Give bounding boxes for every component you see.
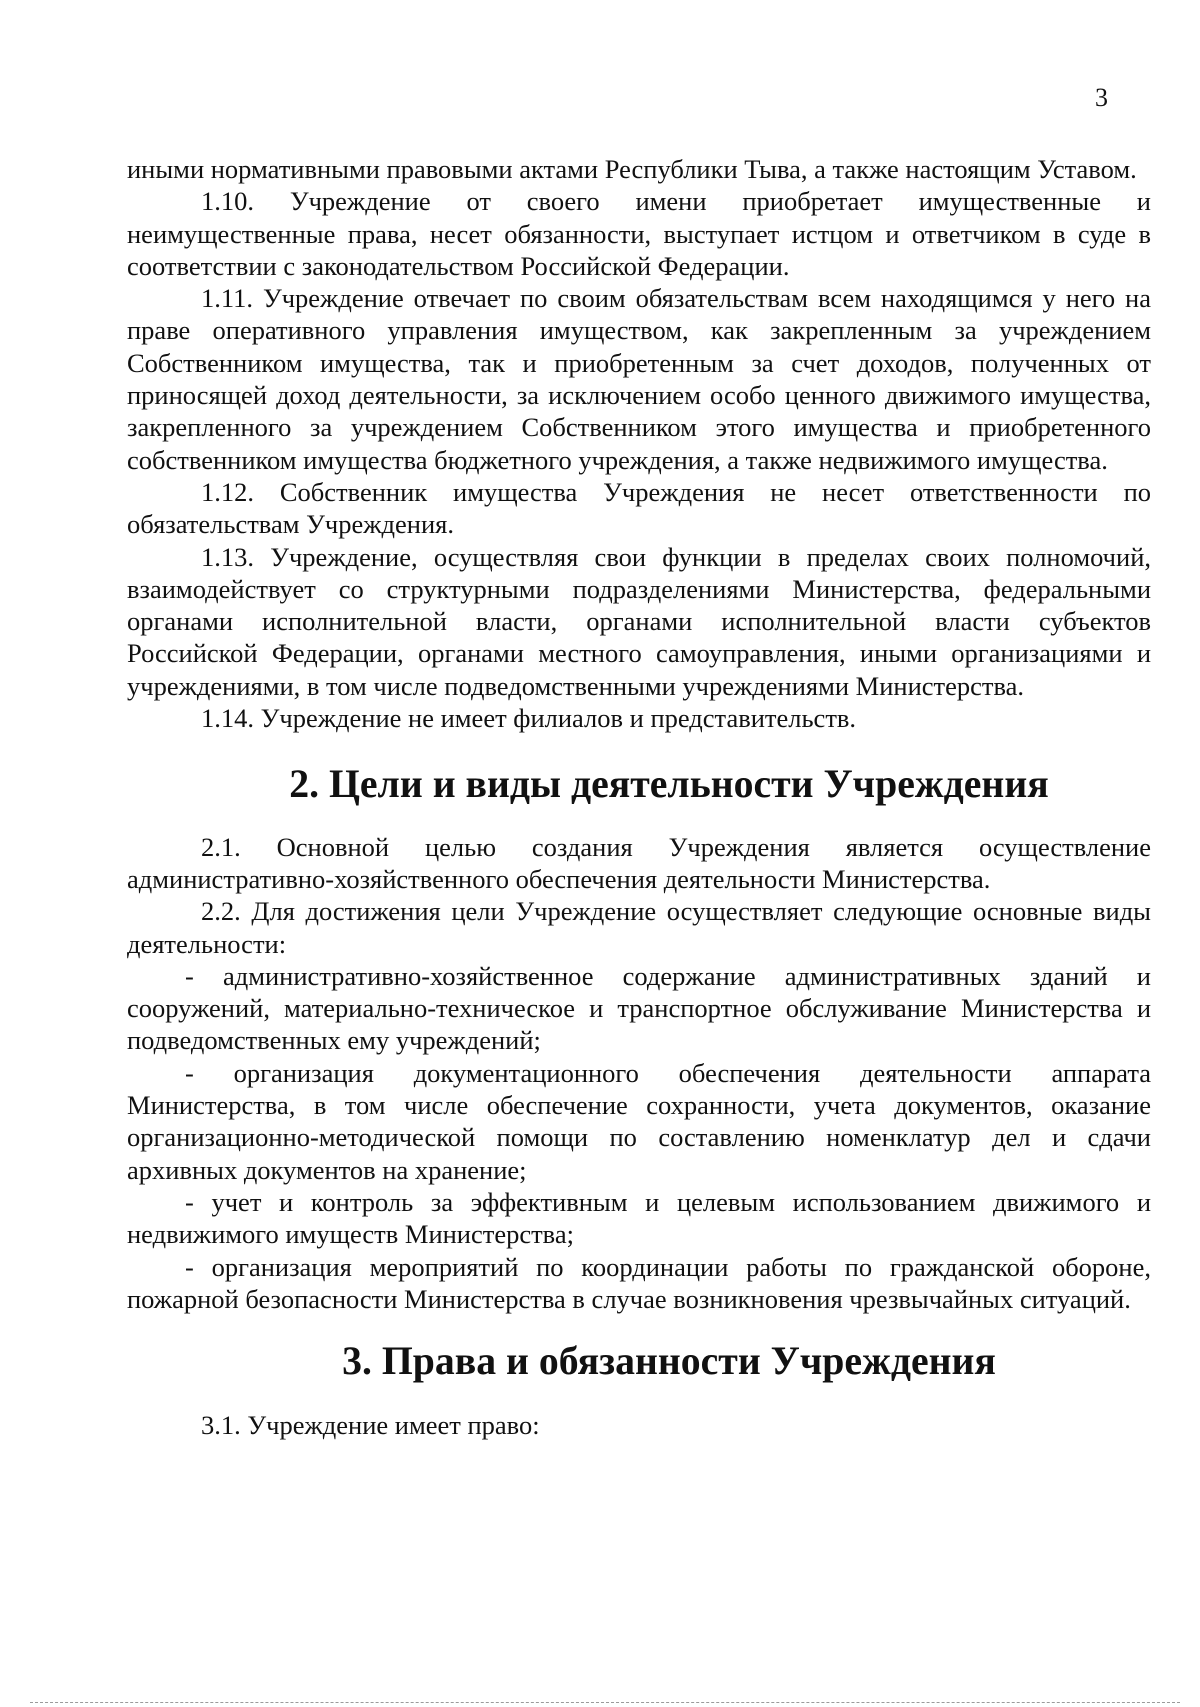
list-item: - организация мероприятий по координации работы по гражданской обороне, пожарной безопасности Министерства в случае возникновения чрезвычайных ситуаций. xyxy=(127,1251,1151,1314)
list-item: - административно-хозяйственное содержание административных зданий и сооружений, материально-техническое и транспортное обслуживание Министерства и подведомственных ему учреждений; xyxy=(127,960,1151,1056)
paragraph-continuation: иными нормативными правовыми актами Республики Тыва, а также настоящим Уставом. xyxy=(127,154,1137,184)
paragraph-1-12: 1.12. Собственник имущества Учреждения не несет ответственности по обязательствам Учреждения. xyxy=(127,476,1151,540)
list-item: - учет и контроль за эффективным и целевым использованием движимого и недвижимого имуществ Министерства; xyxy=(127,1186,1151,1250)
paragraph-1-14: 1.14. Учреждение не имеет филиалов и представительств. xyxy=(201,703,857,734)
paragraph-2-2: 2.2. Для достижения цели Учреждение осуществляет следующие основные виды деятельности: xyxy=(127,896,1151,959)
list-item: - организация документационного обеспечения деятельности аппарата Министерства, в том числе обеспечение сохранности, учета документов, оказание организационно-методической помощи по составлению номенклатур дел и сдачи архивных документов на хранение; xyxy=(127,1057,1151,1185)
scan-edge-line xyxy=(30,1702,1180,1703)
page-number: 3 xyxy=(1095,83,1108,112)
document-body xyxy=(127,153,1151,1442)
paragraph-1-13: 1.13. Учреждение, осуществляя свои функции в пределах своих полномочий, взаимодействует со структурными подразделениями Министерства, федеральными органами исполнительной власти, органами исполнительной власти субъектов Российской Федерации, органами местного самоуправления, иными организациями и учреждениями, в том числе подведомственными учреждениями Министерства. xyxy=(127,541,1151,701)
section-heading-2: 2. Цели и виды деятельности Учреждения xyxy=(289,762,1049,807)
section-heading-3: 3. Права и обязанности Учреждения xyxy=(342,1339,996,1384)
paragraph-1-11: 1.11. Учреждение отвечает по своим обязательствам всем находящимся у него на праве оперативного управления имуществом, как закрепленным за учреждением Собственником имущества, так и приобретенным за счет доходов, полученных от приносящей доход деятельности, за исключением особо ценного движимого имущества, закрепленного за учреждением Собственником этого имущества и приобретенного собственником имущества бюджетного учреждения, а также недвижимого имущества. xyxy=(127,283,1151,475)
paragraph-3-1: 3.1. Учреждение имеет право: xyxy=(201,1410,540,1441)
paragraph-1-10: 1.10. Учреждение от своего имени приобретает имущественные и неимущественные права, несет обязанности, выступает истцом и ответчиком в суде в соответствии с законодательством Российской Федерации. xyxy=(127,186,1151,281)
paragraph-2-1: 2.1. Основной целью создания Учреждения является осуществление административно-хозяйственного обеспечения деятельности Министерства. xyxy=(127,831,1151,894)
